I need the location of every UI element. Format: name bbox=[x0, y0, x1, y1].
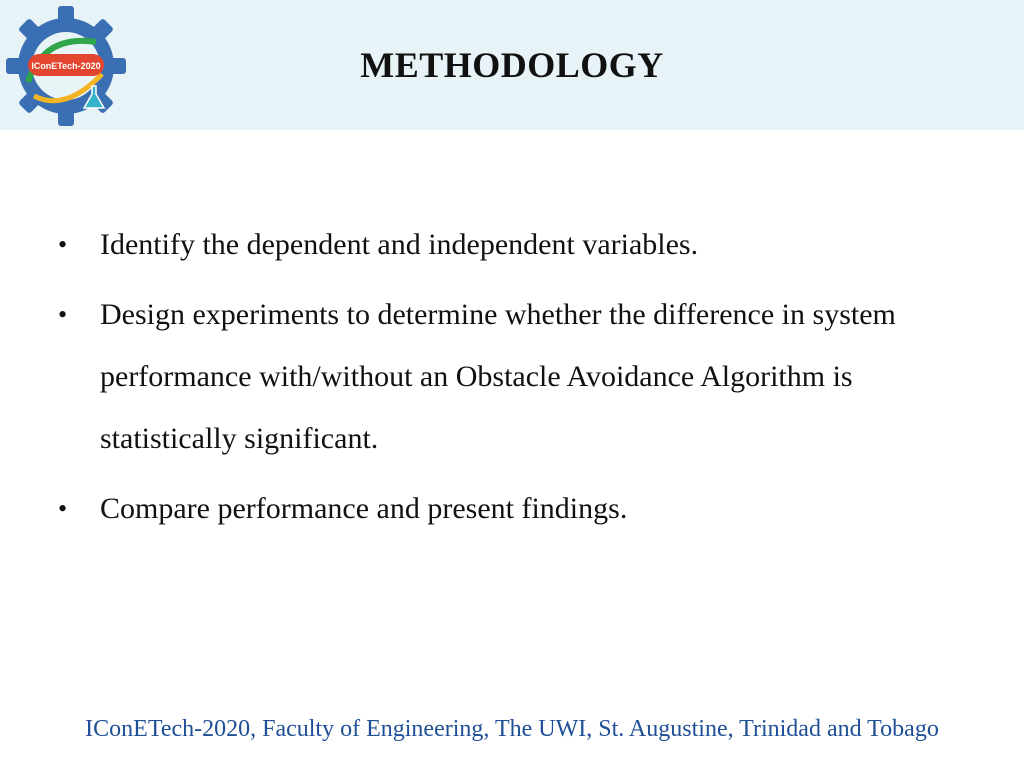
bullet-text: Design experiments to determine whether the difference in system performance with/without an Obstacle Avoidance Algorithm is statistically significant. bbox=[100, 298, 896, 455]
bullet-marker: • bbox=[58, 300, 68, 329]
slide-footer: IConETech-2020, Faculty of Engineering, The UWI, St. Augustine, Trinidad and Tobago bbox=[85, 716, 939, 742]
bullet-item bbox=[56, 284, 936, 470]
bullet-text: Compare performance and present findings. bbox=[100, 492, 628, 525]
bullet-text: Identify the dependent and independent variables. bbox=[100, 228, 699, 261]
bullet-marker: • bbox=[58, 494, 68, 523]
logo-badge-text: IConETech-2020 bbox=[31, 61, 101, 71]
bullet-list bbox=[56, 214, 936, 548]
bullet-item bbox=[56, 478, 936, 540]
slide-title: METHODOLOGY bbox=[360, 45, 664, 85]
bullet-marker: • bbox=[58, 230, 68, 259]
bullet-item bbox=[56, 214, 936, 276]
